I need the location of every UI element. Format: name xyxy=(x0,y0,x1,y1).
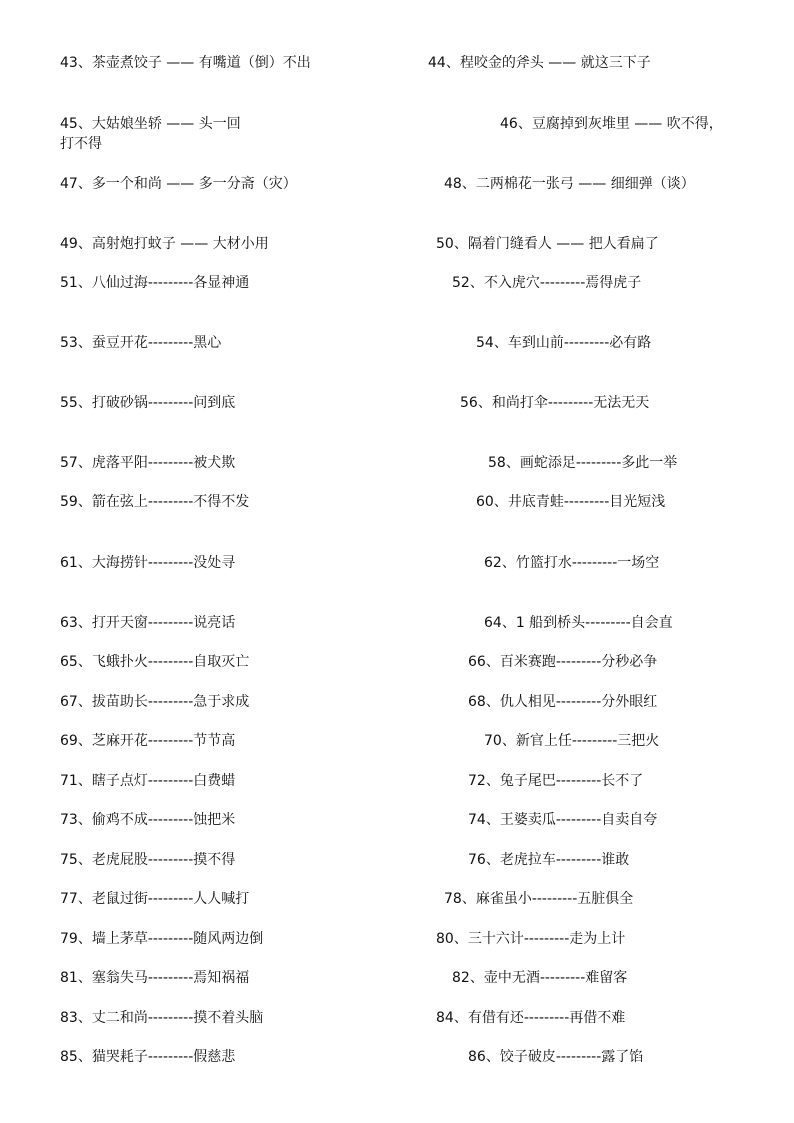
entry-77: 77、老鼠过街---------人人喊打 xyxy=(60,891,250,907)
entry-47: 47、多一个和尚 —— 多一分斋（灾） xyxy=(60,176,297,192)
entry-50: 50、隔着门缝看人 —— 把人看扁了 xyxy=(436,236,659,252)
entry-62: 62、竹篮打水---------一场空 xyxy=(484,555,660,571)
entry-85: 85、猫哭耗子---------假慈悲 xyxy=(60,1049,236,1065)
entry-73: 73、偷鸡不成---------蚀把米 xyxy=(60,812,236,828)
entry-49: 49、高射炮打蚊子 —— 大材小用 xyxy=(60,236,269,252)
entry-59: 59、箭在弦上---------不得不发 xyxy=(60,494,250,510)
entry-76: 76、老虎拉车---------谁敢 xyxy=(468,852,630,868)
entry-81: 81、塞翁失马---------焉知祸福 xyxy=(60,970,250,986)
entry-83: 83、丈二和尚---------摸不着头脑 xyxy=(60,1010,264,1026)
entry-46-continuation: 打不得 xyxy=(60,136,102,152)
entry-80: 80、三十六计---------走为上计 xyxy=(436,931,626,947)
entry-51: 51、八仙过海---------各显神通 xyxy=(60,275,250,291)
entry-45: 45、大姑娘坐轿 —— 头一回 xyxy=(60,116,241,132)
entry-84: 84、有借有还---------再借不难 xyxy=(436,1010,626,1026)
entry-64: 64、1 船到桥头---------自会直 xyxy=(484,615,673,631)
entry-46: 46、豆腐掉到灰堆里 —— 吹不得， xyxy=(500,116,723,132)
entry-48: 48、二两棉花一张弓 —— 细细弹（谈） xyxy=(444,176,695,192)
entry-61: 61、大海捞针---------没处寻 xyxy=(60,555,236,571)
entry-74: 74、王婆卖瓜---------自卖自夸 xyxy=(468,812,658,828)
entry-57: 57、虎落平阳---------被犬欺 xyxy=(60,455,236,471)
entry-43: 43、茶壶煮饺子 —— 有嘴道（倒）不出 xyxy=(60,55,311,71)
entry-55: 55、打破砂锅---------问到底 xyxy=(60,395,236,411)
entry-82: 82、壶中无酒---------难留客 xyxy=(452,970,628,986)
entry-78: 78、麻雀虽小---------五脏俱全 xyxy=(444,891,634,907)
entry-56: 56、和尚打伞---------无法无天 xyxy=(460,395,650,411)
entry-63: 63、打开天窗---------说亮话 xyxy=(60,615,236,631)
entry-52: 52、不入虎穴---------焉得虎子 xyxy=(452,275,642,291)
entry-75: 75、老虎屁股---------摸不得 xyxy=(60,852,236,868)
entry-67: 67、拔苗助长---------急于求成 xyxy=(60,694,250,710)
entry-53: 53、蚕豆开花---------黑心 xyxy=(60,335,222,351)
entry-60: 60、井底青蛙---------目光短浅 xyxy=(476,494,666,510)
entry-66: 66、百米赛跑---------分秒必争 xyxy=(468,654,658,670)
entry-71: 71、瞎子点灯---------白费蜡 xyxy=(60,773,236,789)
entry-86: 86、饺子破皮---------露了馅 xyxy=(468,1049,644,1065)
entry-72: 72、兔子尾巴---------长不了 xyxy=(468,773,644,789)
entry-65: 65、飞蛾扑火---------自取灭亡 xyxy=(60,654,250,670)
entry-69: 69、芝麻开花---------节节高 xyxy=(60,733,236,749)
entry-44: 44、程咬金的斧头 —— 就这三下子 xyxy=(428,55,651,71)
entry-58: 58、画蛇添足---------多此一举 xyxy=(488,455,678,471)
entry-68: 68、仇人相见---------分外眼红 xyxy=(468,694,658,710)
entry-54: 54、车到山前---------必有路 xyxy=(476,335,652,351)
entry-70: 70、新官上任---------三把火 xyxy=(484,733,660,749)
entry-79: 79、墙上茅草---------随风两边倒 xyxy=(60,931,264,947)
